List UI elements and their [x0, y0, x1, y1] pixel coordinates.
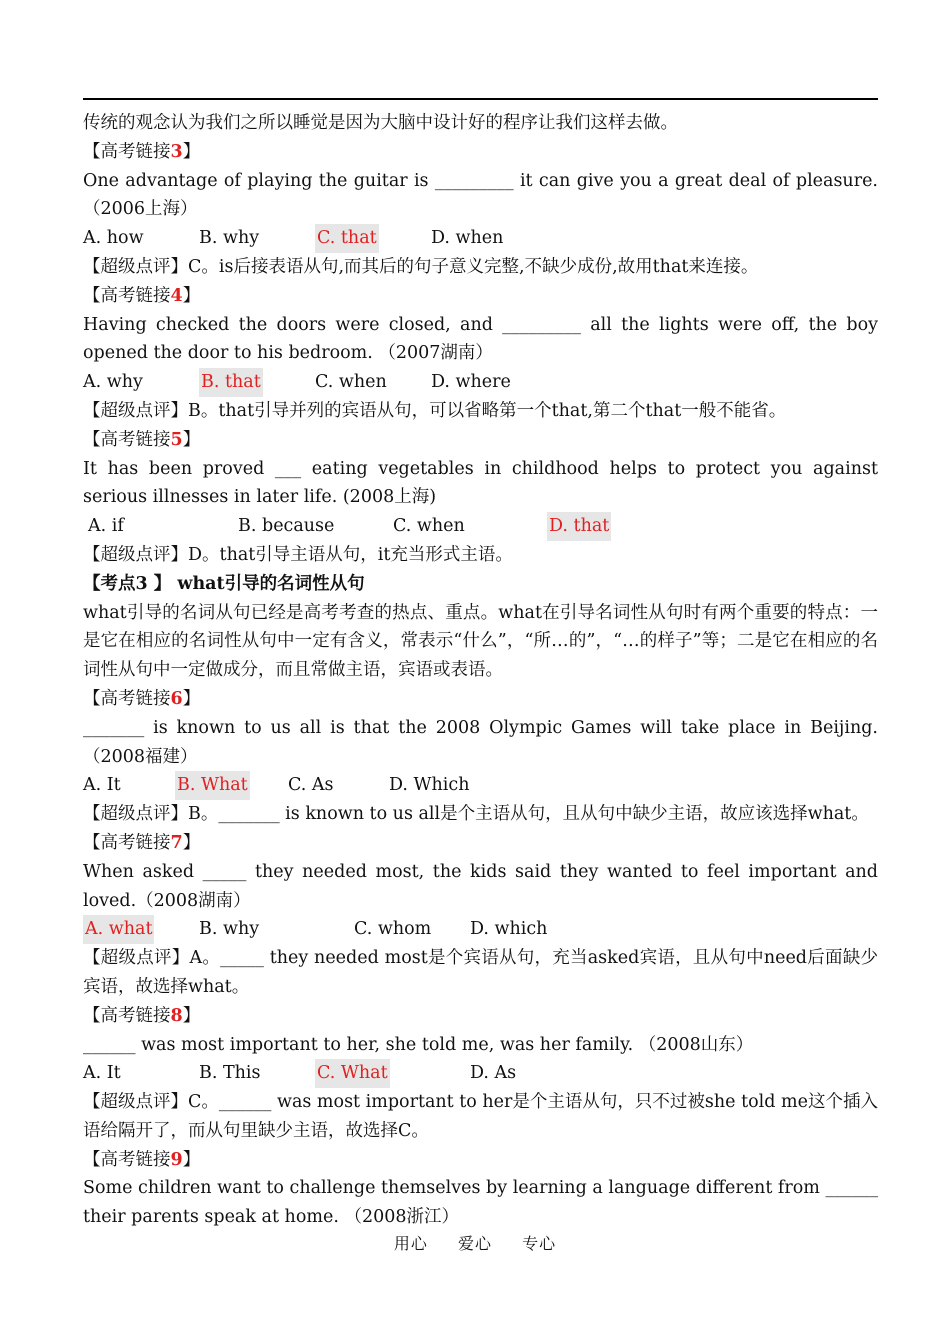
link-label-3: 【高考链接3】: [83, 141, 201, 162]
option-b: B. because: [238, 516, 335, 537]
option-d: D. when: [431, 228, 504, 249]
option-a: A. It: [83, 775, 121, 796]
option-a: A. It: [83, 1063, 121, 1084]
question-7-text: When asked _____ they needed most, the kids said they wanted to feel important and loved.（2008湖南）: [83, 861, 878, 911]
option-b: B. This: [199, 1063, 261, 1084]
document-body: [83, 109, 878, 1232]
option-c: C. when: [393, 516, 465, 537]
footer-word: 用心: [393, 1234, 428, 1253]
option-d: D. which: [470, 919, 548, 940]
comment-6: 【超级点评】B。_______ is known to us all是个主语从句，且从句中缺少主语，故应该选择what。: [83, 804, 869, 825]
link-label-8: 【高考链接8】: [83, 1005, 201, 1026]
option-c: C. whom: [354, 919, 432, 940]
question-8-text: ______ was most important to her, she told me, was her family. （2008山东）: [83, 1034, 754, 1055]
option-d-answer: D. that: [547, 512, 611, 541]
link-label-9: 【高考链接9】: [83, 1149, 201, 1170]
option-b: B. why: [199, 228, 260, 249]
footer-word: 爱心: [457, 1234, 492, 1253]
link-label-4: 【高考链接4】: [83, 285, 201, 306]
comment-8: 【超级点评】C。______ was most important to her是个主语从句，只不过被she told me这个插入语给隔开了，而从句里缺少主语，故选择C。: [83, 1092, 878, 1141]
footer-word: 专心: [522, 1234, 557, 1253]
link-label-6: 【高考链接6】: [83, 688, 201, 709]
question-3-text: One advantage of playing the guitar is _________ it can give you a great deal of pleasure. （2006上海）: [83, 170, 878, 220]
option-a: A. if: [88, 516, 124, 537]
question-7-options: [83, 915, 878, 944]
question-4-text: Having checked the doors were closed, and _________ all the lights were off, the boy opened the door to his bedroom. （2007湖南）: [83, 314, 878, 364]
question-6-text: _______ is known to us all is that the 2008 Olympic Games will take place in Beijing. （2008福建）: [83, 717, 878, 767]
question-4-options: [83, 368, 878, 397]
section-3-paragraph: what引导的名词从句已经是高考考查的热点、重点。what在引导名词性从句时有两个重要的特点：一是它在相应的名词性从句中一定有含义，常表示“什么”，“所…的”，“…的样子”等；二是它在相应的名词性从句中一定做成分，而且常做主语，宾语或表语。: [83, 602, 878, 681]
comment-3: 【超级点评】C。is后接表语从句,而其后的句子意义完整,不缺少成份,故用that来连接。: [83, 256, 759, 277]
comment-7: 【超级点评】A。_____ they needed most是个宾语从句，充当asked宾语，且从句中need后面缺少宾语，故选择what。: [83, 948, 878, 997]
section-3-title: 【考点3 】 what引导的名词性从句: [83, 573, 365, 594]
option-c-answer: C. What: [315, 1059, 390, 1088]
page-footer: [0, 1231, 950, 1254]
option-b: B. why: [199, 919, 260, 940]
option-b-answer: B. What: [175, 771, 250, 800]
question-6-options: [83, 771, 878, 800]
link-label-7: 【高考链接7】: [83, 832, 201, 853]
option-c: C. when: [315, 372, 387, 393]
comment-5: 【超级点评】D。that引导主语从句，it充当形式主语。: [83, 544, 513, 565]
header-rule: [83, 98, 878, 100]
option-b-answer: B. that: [199, 368, 263, 397]
link-label-5: 【高考链接5】: [83, 429, 201, 450]
intro-line: 传统的观念认为我们之所以睡觉是因为大脑中设计好的程序让我们这样去做。: [83, 113, 678, 133]
option-d: D. Which: [389, 775, 470, 796]
option-c: C. As: [288, 775, 334, 796]
option-d: D. As: [470, 1063, 517, 1084]
option-a: A. why: [83, 372, 143, 393]
question-9-text: Some children want to challenge themselves by learning a language different from ______ their parents speak at home. （2008浙江）: [83, 1178, 878, 1228]
option-a-answer: A. what: [83, 915, 154, 944]
question-3-options: [83, 224, 878, 253]
question-8-options: [83, 1059, 878, 1088]
option-c-answer: C. that: [315, 224, 379, 253]
question-5-text: It has been proved ___ eating vegetables in childhood helps to protect you against serious illnesses in later life. (2008上海): [83, 458, 878, 508]
question-5-options: [83, 512, 878, 541]
option-d: D. where: [431, 372, 511, 393]
option-a: A. how: [83, 228, 144, 249]
comment-4: 【超级点评】B。that引导并列的宾语从句，可以省略第一个that,第二个that一般不能省。: [83, 400, 787, 421]
